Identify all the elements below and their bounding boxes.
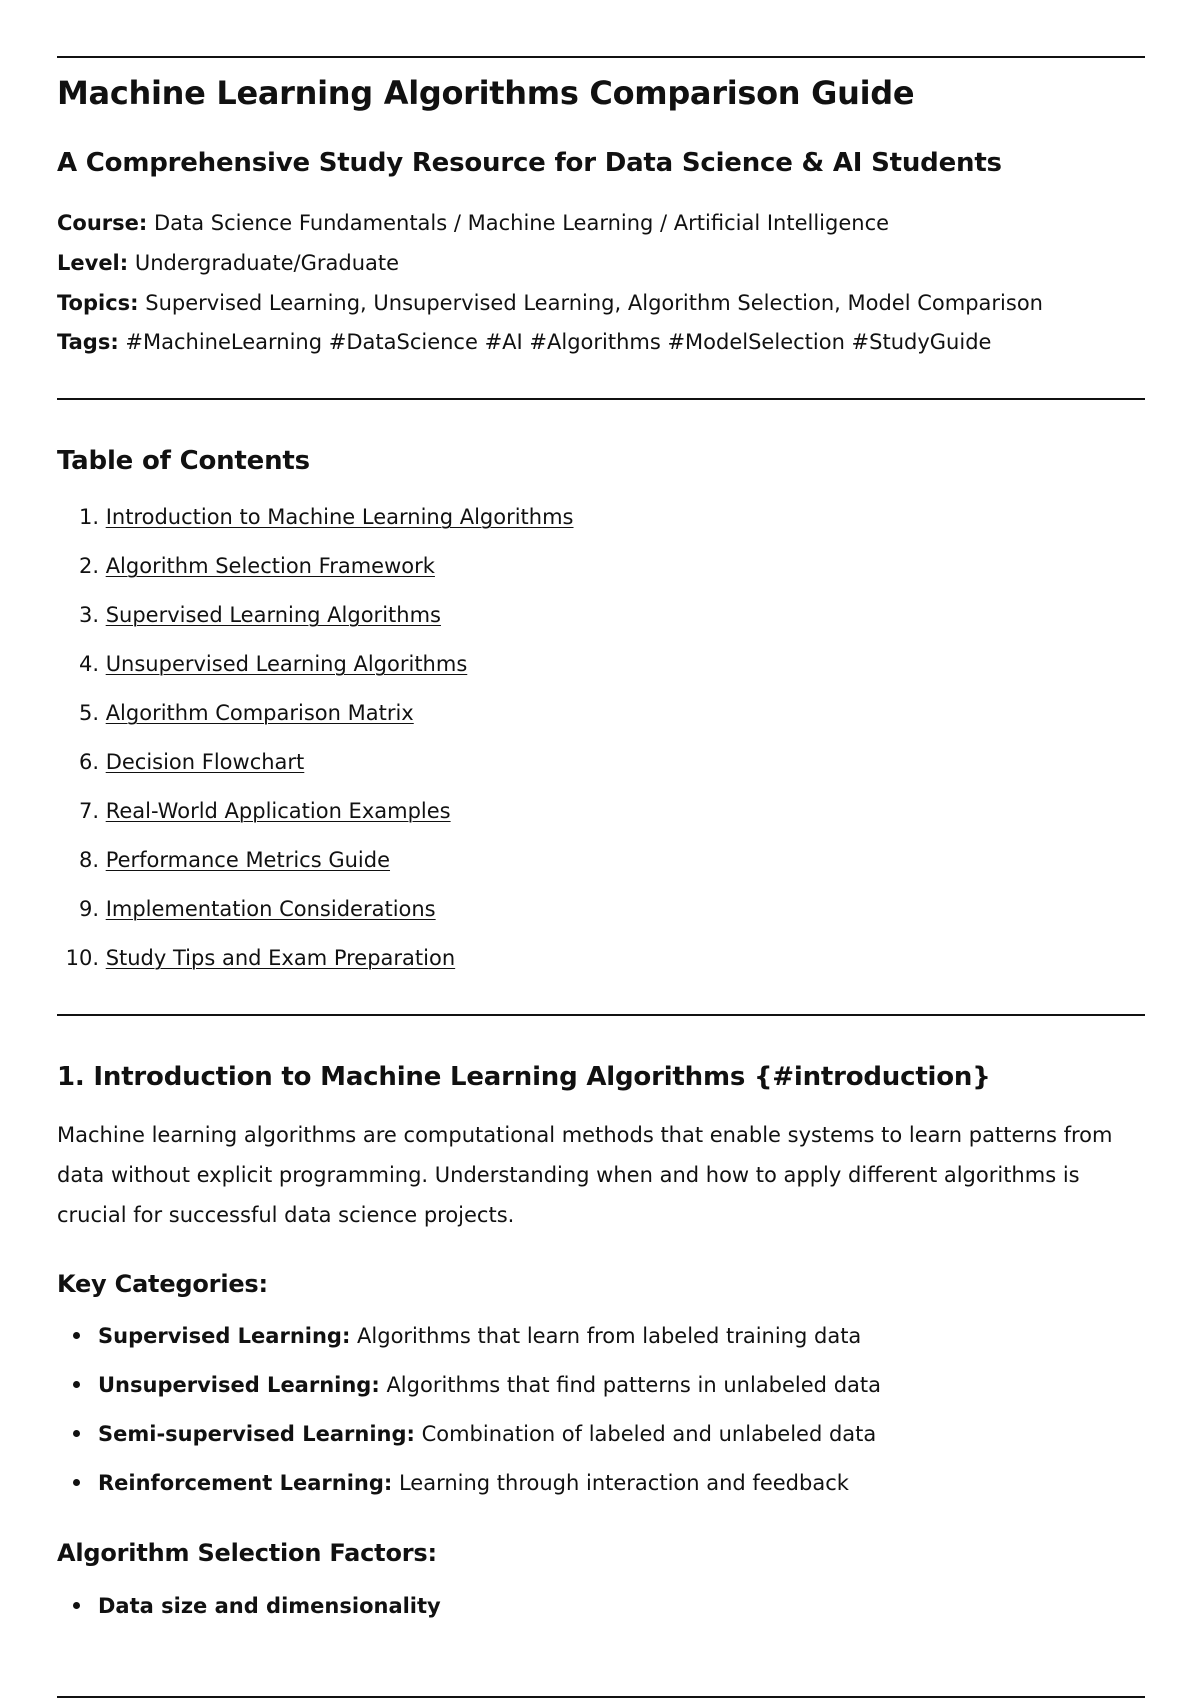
list-item-term: Data size and dimensionality [98,1594,441,1618]
section-heading-introduction: 1. Introduction to Machine Learning Algorithms {#introduction} [57,1062,991,1092]
toc-link-applications[interactable]: Real-World Application Examples [105,799,451,823]
meta-topics [57,291,1043,315]
meta-topics-value: Supervised Learning, Unsupervised Learning, Algorithm Selection, Model Comparison [145,291,1043,315]
list-item-desc: Algorithms that find patterns in unlabeled data [386,1373,881,1397]
horizontal-rule [57,1014,1145,1016]
toc-item [57,946,757,970]
toc-item [57,603,757,627]
toc-link-implementation[interactable]: Implementation Considerations [105,897,436,921]
meta-level-label: Level: [57,251,129,275]
toc-item-number: 1. [78,505,99,529]
list-item-desc: Learning through interaction and feedback [398,1471,849,1495]
meta-course-label: Course: [57,211,148,235]
list-item [57,1324,861,1348]
list-item [57,1373,881,1397]
toc-item [57,897,757,921]
toc-item-number: 5. [78,701,99,725]
toc-item [57,554,757,578]
document-title: Machine Learning Algorithms Comparison Guide [57,74,915,112]
toc-item-number: 9. [78,897,99,921]
toc-link-supervised[interactable]: Supervised Learning Algorithms [105,603,441,627]
toc-link-introduction[interactable]: Introduction to Machine Learning Algorithms [105,505,574,529]
toc-link-study-tips[interactable]: Study Tips and Exam Preparation [105,946,456,970]
toc-heading: Table of Contents [57,446,310,476]
toc-item [57,652,757,676]
list-item-term: Semi-supervised Learning: [98,1422,415,1446]
bullet-icon [73,1430,80,1437]
meta-tags [57,330,991,354]
toc-link-decision-flowchart[interactable]: Decision Flowchart [105,750,305,774]
list-item [57,1594,441,1618]
toc-item-number: 6. [78,750,99,774]
toc-item-number: 7. [78,799,99,823]
toc-link-performance-metrics[interactable]: Performance Metrics Guide [105,848,391,872]
toc-item-number: 8. [78,848,99,872]
toc-item [57,505,757,529]
meta-course-value: Data Science Fundamentals / Machine Learning / Artificial Intelligence [153,211,890,235]
horizontal-rule [57,398,1145,400]
list-item [57,1422,876,1446]
toc-item [57,848,757,872]
bullet-icon [73,1332,80,1339]
meta-tags-label: Tags: [57,330,119,354]
bullet-icon [73,1602,80,1609]
list-item-desc: Algorithms that learn from labeled training data [357,1324,862,1348]
bullet-icon [73,1381,80,1388]
horizontal-rule [57,56,1145,58]
toc-item [57,750,757,774]
toc-item [57,701,757,725]
toc-link-comparison-matrix[interactable]: Algorithm Comparison Matrix [105,701,414,725]
meta-topics-label: Topics: [57,291,139,315]
toc-link-unsupervised[interactable]: Unsupervised Learning Algorithms [105,652,468,676]
toc-item-number: 4. [78,652,99,676]
document-subtitle: A Comprehensive Study Resource for Data Science & AI Students [57,148,1002,178]
selection-factors-heading: Algorithm Selection Factors: [57,1539,437,1567]
meta-tags-value: #MachineLearning #DataScience #AI #Algorithms #ModelSelection #StudyGuide [125,330,992,354]
horizontal-rule [57,1696,1145,1698]
meta-level [57,251,399,275]
meta-level-value: Undergraduate/Graduate [134,251,400,275]
meta-course [57,211,889,235]
list-item-desc: Combination of labeled and unlabeled data [421,1422,877,1446]
toc-item-number: 3. [78,603,99,627]
toc-link-selection-framework[interactable]: Algorithm Selection Framework [105,554,435,578]
intro-paragraph: Machine learning algorithms are computational methods that enable systems to learn patterns from data without explicit programming. Understanding when and how to apply different algorithms is crucial for successful data science projects. [57,1123,1113,1227]
list-item-term: Supervised Learning: [98,1324,351,1348]
key-categories-heading: Key Categories: [57,1270,268,1298]
bullet-icon [73,1479,80,1486]
list-item-term: Unsupervised Learning: [98,1373,380,1397]
toc-item-number: 2. [78,554,99,578]
toc-item-number: 10. [65,946,99,970]
list-item-term: Reinforcement Learning: [98,1471,393,1495]
toc-item [57,799,757,823]
list-item [57,1471,849,1495]
